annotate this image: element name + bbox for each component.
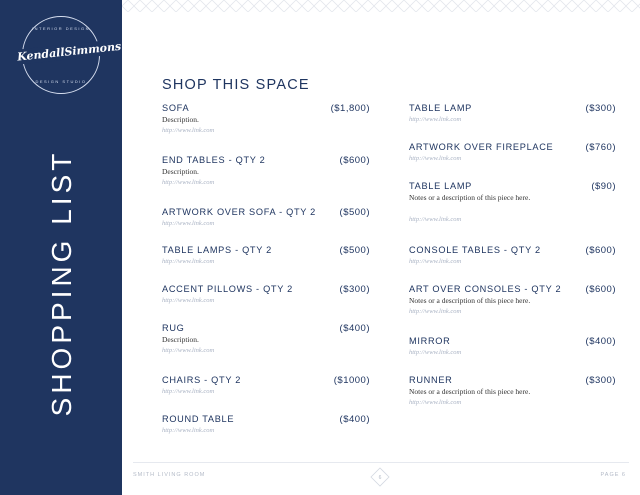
item-price: ($400): [339, 323, 370, 334]
item-link[interactable]: http://www.link.com: [409, 116, 462, 123]
item-description: Notes or a description of this piece here.: [409, 296, 531, 305]
item-price: ($400): [585, 336, 616, 347]
decorative-pattern: [122, 0, 640, 12]
item-link[interactable]: http://www.link.com: [409, 258, 462, 265]
item-header: [162, 322, 370, 334]
item-header: [162, 374, 370, 386]
item-header: [162, 413, 370, 425]
item-price: ($300): [585, 103, 616, 114]
item-price: ($300): [585, 375, 616, 386]
list-item: [162, 283, 370, 306]
item-link[interactable]: http://www.link.com: [409, 216, 462, 223]
item-price: ($90): [591, 181, 616, 192]
item-name: CHAIRS - QTY 2: [162, 375, 242, 385]
item-name: TABLE LAMPS - QTY 2: [162, 245, 272, 255]
item-price: ($300): [339, 284, 370, 295]
list-item: [409, 102, 616, 125]
item-price: ($600): [585, 284, 616, 295]
footer-project-name: SMITH LIVING ROOM: [133, 472, 206, 478]
page-number-diamond: [370, 467, 390, 487]
list-item: [409, 244, 616, 267]
item-header: [409, 283, 616, 295]
item-header: [409, 180, 616, 192]
page-number-text: 6: [378, 475, 382, 481]
item-link[interactable]: http://www.link.com: [162, 220, 215, 227]
item-description: Description.: [162, 115, 199, 124]
footer-divider: [133, 462, 629, 463]
item-link[interactable]: http://www.link.com: [162, 347, 215, 354]
list-item: [162, 154, 370, 188]
item-name: RUNNER: [409, 375, 453, 385]
item-price: ($1000): [333, 375, 370, 386]
logo-script-text: KendallSimmons: [16, 39, 122, 64]
item-name: TABLE LAMP: [409, 103, 472, 113]
item-price: ($500): [339, 207, 370, 218]
item-name: CONSOLE TABLES - QTY 2: [409, 245, 541, 255]
list-item: [409, 335, 616, 358]
item-description: Notes or a description of this piece here.: [409, 387, 531, 396]
list-item: [162, 413, 370, 436]
logo-ring-bottom-text: DESIGN STUDIO: [35, 79, 87, 84]
list-item: [162, 374, 370, 397]
footer-page-label: PAGE 6: [600, 472, 626, 478]
item-link[interactable]: http://www.link.com: [162, 258, 215, 265]
list-item: [162, 244, 370, 267]
item-name: ARTWORK OVER FIREPLACE: [409, 142, 554, 152]
item-name: SOFA: [162, 103, 190, 113]
item-link[interactable]: http://www.link.com: [409, 155, 462, 162]
item-name: ART OVER CONSOLES - QTY 2: [409, 284, 562, 294]
item-name: END TABLES - QTY 2: [162, 155, 266, 165]
item-link[interactable]: http://www.link.com: [409, 399, 462, 406]
item-price: ($600): [339, 155, 370, 166]
item-name: ROUND TABLE: [162, 414, 235, 424]
item-description: Description.: [162, 335, 199, 344]
item-header: [409, 102, 616, 114]
logo-ring-top-text: INTERIOR DESIGN: [31, 26, 91, 31]
item-header: [162, 206, 370, 218]
item-price: ($1,800): [330, 103, 370, 114]
item-description: Notes or a description of this piece here.: [409, 193, 531, 202]
list-item: [162, 322, 370, 356]
list-item: [409, 141, 616, 164]
item-link[interactable]: http://www.link.com: [162, 297, 215, 304]
list-item: [162, 102, 370, 136]
item-header: [162, 102, 370, 114]
item-description: Description.: [162, 167, 199, 176]
item-name: RUG: [162, 323, 185, 333]
item-header: [162, 244, 370, 256]
item-link[interactable]: http://www.link.com: [162, 427, 215, 434]
item-header: [409, 141, 616, 153]
item-name: TABLE LAMP: [409, 181, 472, 191]
item-header: [162, 154, 370, 166]
item-link[interactable]: http://www.link.com: [162, 179, 215, 186]
item-price: ($400): [339, 414, 370, 425]
item-price: ($760): [585, 142, 616, 153]
item-price: ($500): [339, 245, 370, 256]
sidebar: [0, 0, 122, 495]
item-link[interactable]: http://www.link.com: [409, 349, 462, 356]
sidebar-title: SHOPPING LIST: [46, 149, 77, 417]
item-link[interactable]: http://www.link.com: [409, 308, 462, 315]
list-item: [409, 180, 616, 225]
list-item: [409, 283, 616, 317]
item-header: [162, 283, 370, 295]
item-header: [409, 335, 616, 347]
item-link[interactable]: http://www.link.com: [162, 127, 215, 134]
item-link[interactable]: http://www.link.com: [162, 388, 215, 395]
item-name: ACCENT PILLOWS - QTY 2: [162, 284, 293, 294]
item-name: ARTWORK OVER SOFA - QTY 2: [162, 207, 316, 217]
list-item: [409, 374, 616, 408]
item-header: [409, 374, 616, 386]
item-name: MIRROR: [409, 336, 451, 346]
brand-logo: [16, 16, 122, 94]
item-header: [409, 244, 616, 256]
list-item: [162, 206, 370, 229]
item-price: ($600): [585, 245, 616, 256]
section-title: SHOP THIS SPACE: [162, 77, 310, 93]
